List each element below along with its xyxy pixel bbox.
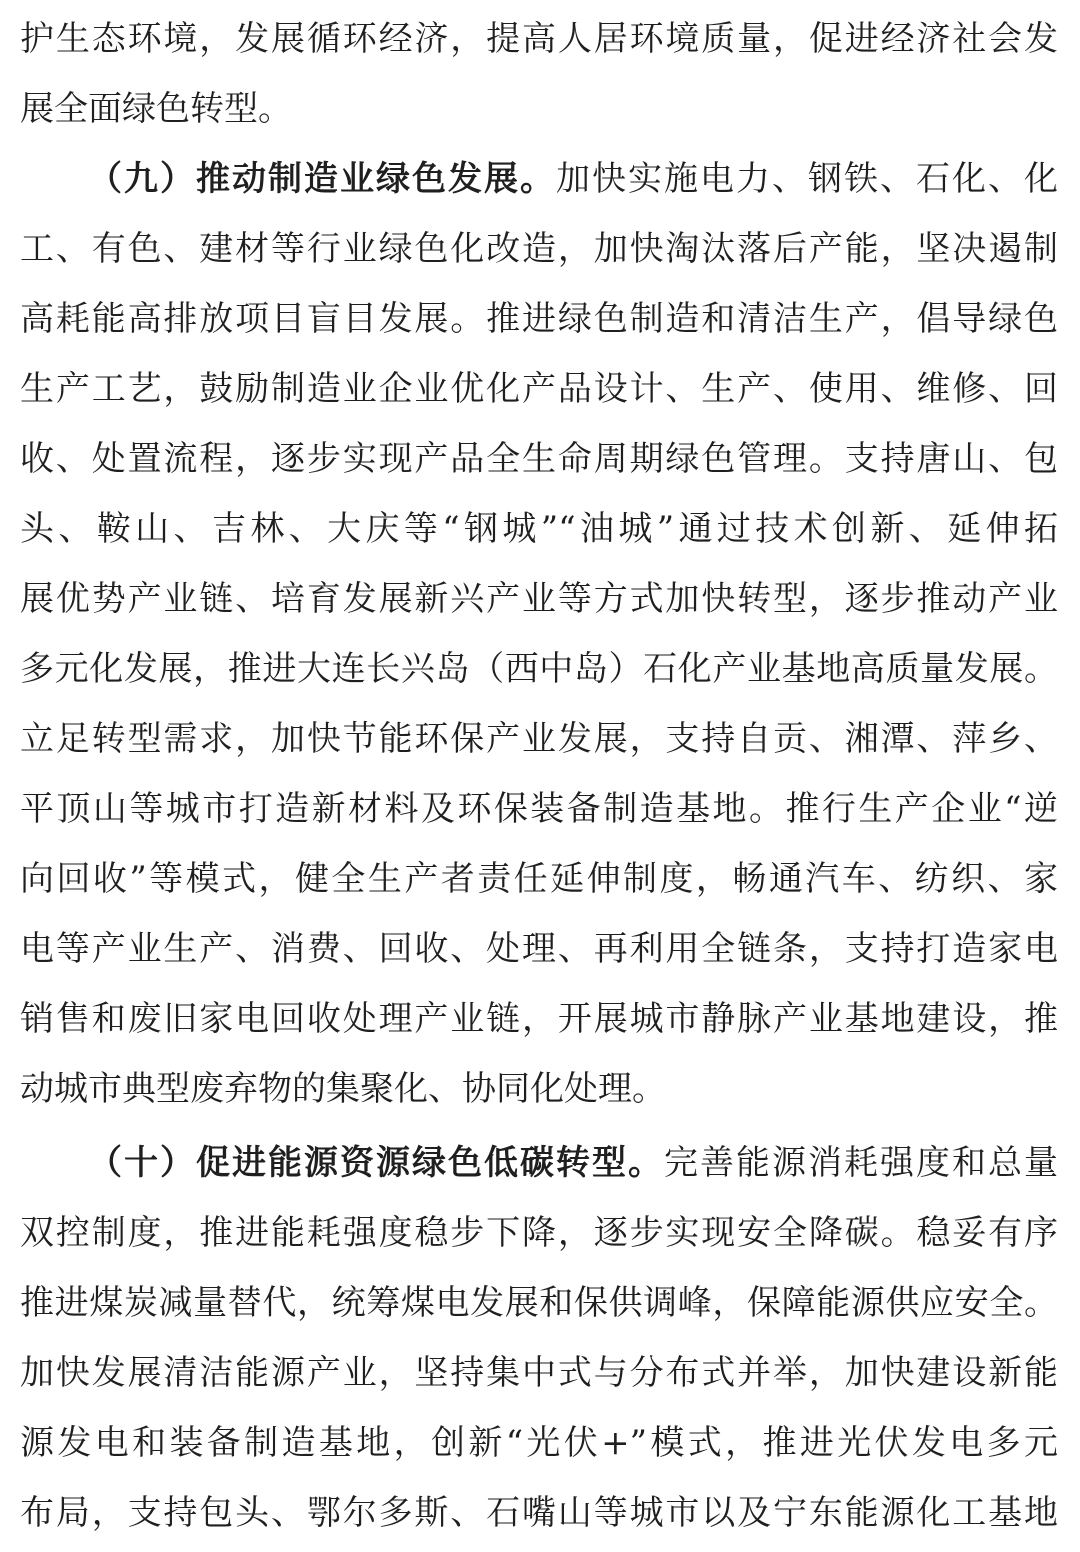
- paragraph-1-line-2: 展全面绿色转型。: [20, 89, 292, 129]
- section-heading-9: （九）推动制造业绿色发展。: [88, 159, 556, 199]
- paragraph-2-line-14: 动城市典型废弃物的集聚化、协同化处理。: [20, 1069, 666, 1109]
- paragraph-2-line-7: 展优势产业链、培育发展新兴产业等方式加快转型，逐步推动产业: [20, 579, 1058, 619]
- paragraph-3-line-1-text: 完善能源消耗强度和总量: [664, 1143, 1058, 1183]
- paragraph-2-line-11: 向回收”等模式，健全生产者责任延伸制度，畅通汽车、纺织、家: [20, 859, 1058, 899]
- paragraph-2-line-9: 立足转型需求，加快节能环保产业发展，支持自贡、湘潭、萍乡、: [20, 719, 1058, 759]
- paragraph-2-line-5: 收、处置流程，逐步实现产品全生命周期绿色管理。支持唐山、包: [20, 439, 1058, 479]
- paragraph-3-line-2: 双控制度，推进能耗强度稳步下降，逐步实现安全降碳。稳妥有序: [20, 1213, 1058, 1253]
- paragraph-3-line-1: [88, 1128, 1058, 1198]
- paragraph-2-line-1-text: 加快实施电力、钢铁、石化、化: [556, 159, 1058, 199]
- paragraph-2-line-10: 平顶山等城市打造新材料及环保装备制造基地。推行生产企业“逆: [20, 789, 1058, 829]
- paragraph-2-line-1: [88, 144, 1058, 214]
- paragraph-2-line-13: 销售和废旧家电回收处理产业链，开展城市静脉产业基地建设，推: [20, 999, 1058, 1039]
- paragraph-2-line-4: 生产工艺，鼓励制造业企业优化产品设计、生产、使用、维修、回: [20, 369, 1058, 409]
- paragraph-2-line-6: 头、鞍山、吉林、大庆等“钢城”“油城”通过技术创新、延伸拓: [20, 509, 1058, 549]
- paragraph-3-line-3: 推进煤炭减量替代，统筹煤电发展和保供调峰，保障能源供应安全。: [20, 1283, 1058, 1323]
- paragraph-2-line-3: 高耗能高排放项目盲目发展。推进绿色制造和清洁生产，倡导绿色: [20, 299, 1058, 339]
- paragraph-1-line-1: 护生态环境，发展循环经济，提高人居环境质量，促进经济社会发: [20, 19, 1058, 59]
- paragraph-2-line-12: 电等产业生产、消费、回收、处理、再利用全链条，支持打造家电: [20, 929, 1058, 969]
- paragraph-3-line-4: 加快发展清洁能源产业，坚持集中式与分布式并举，加快建设新能: [20, 1353, 1058, 1393]
- paragraph-2-line-8: 多元化发展，推进大连长兴岛（西中岛）石化产业基地高质量发展。: [20, 649, 1058, 689]
- paragraph-3-line-6: 布局，支持包头、鄂尔多斯、石嘴山等城市以及宁东能源化工基地: [20, 1493, 1058, 1533]
- paragraph-2-line-2: 工、有色、建材等行业绿色化改造，加快淘汰落后产能，坚决遏制: [20, 229, 1058, 269]
- section-heading-10: （十）促进能源资源绿色低碳转型。: [88, 1143, 664, 1183]
- paragraph-3-line-5: 源发电和装备制造基地，创新“光伏+”模式，推进光伏发电多元: [20, 1423, 1058, 1463]
